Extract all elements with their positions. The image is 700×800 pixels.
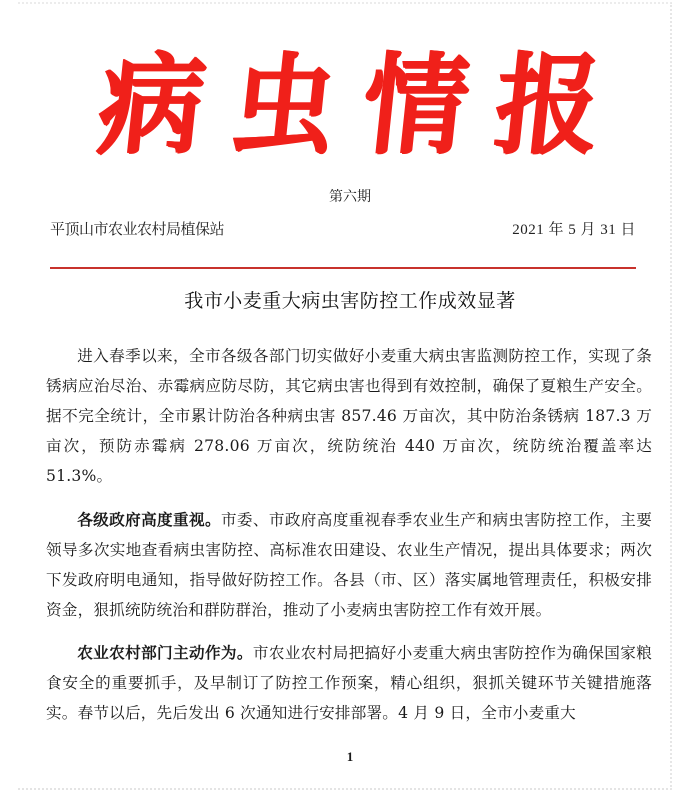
page-number: 1 (346, 749, 354, 764)
paragraph-lead: 农业农村部门主动作为。 (77, 643, 253, 662)
masthead-char: 报 (489, 39, 607, 170)
masthead-char: 病 (93, 39, 211, 170)
issuing-organization: 平顶山市农业农村局植保站 (50, 220, 225, 238)
paragraph (46, 341, 652, 491)
red-divider-rule (50, 267, 636, 269)
issue-number: 第六期 (329, 190, 371, 205)
paragraph-text: 市农业农村局把搞好小麦重大病虫害防控作为确保国家粮食安全的重要抓手，及早制订了防控工作预案，精心组织，狠抓关键环节关键措施落实。春节以后，先后发出 6 次通知进行安排部署。4 月 9 日，全市小麦重大 (46, 644, 652, 722)
masthead-title (93, 39, 607, 170)
paragraph-lead: 各级政府高度重视。 (77, 510, 221, 529)
masthead-char: 情 (357, 39, 475, 170)
masthead-char: 虫 (225, 39, 343, 170)
article-headline: 我市小麦重大病虫害防控工作成效显著 (184, 290, 516, 312)
paragraph-text: 市委、市政府高度重视春季农业生产和病虫害防控工作，主要领导多次实地查看病虫害防控、高标准农田建设、农业生产情况，提出具体要求；两次下发政府明电通知，指导做好防控工作。各县（市、区）落实属地管理责任，积极安排资金，狠抓统防统治和群防群治，推动了小麦病虫害防控工作有效开展。 (46, 511, 652, 619)
article-body (46, 341, 652, 728)
paragraph-text: 进入春季以来，全市各级各部门切实做好小麦重大病虫害监测防控工作，实现了条锈病应治尽治、赤霉病应防尽防，其它病虫害也得到有效控制，确保了夏粮生产安全。据不完全统计，全市累计防治各种病虫害 857.46 万亩次，其中防治条锈病 187.3 万亩次，预防赤霉病 278.06 万亩次，统防统治 440 万亩次，统防统治覆盖率达 51.3%。 (46, 347, 652, 485)
paragraph (46, 638, 652, 728)
paragraph (46, 505, 652, 625)
issue-date: 2021 年 5 月 31 日 (512, 222, 636, 238)
